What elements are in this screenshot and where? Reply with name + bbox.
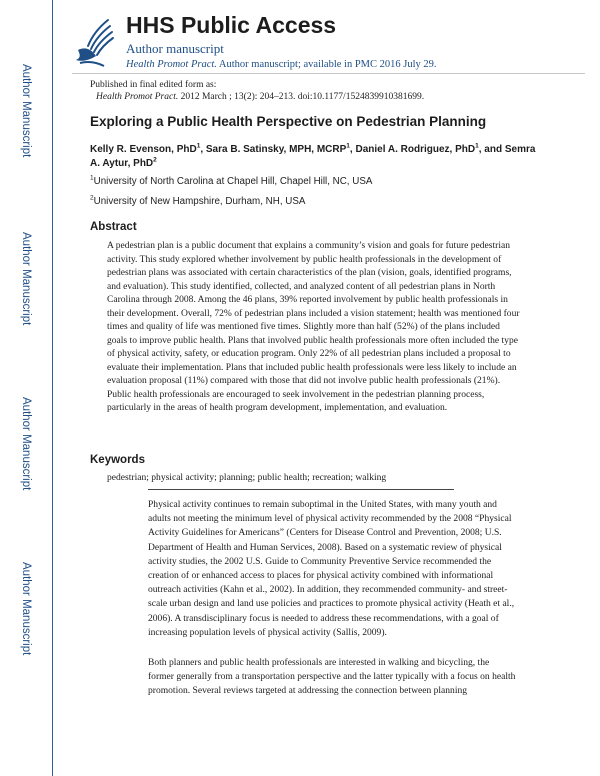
affiliation bbox=[90, 176, 570, 187]
affiliation-text: University of North Carolina at Chapel Hill, Chapel Hill, NC, USA bbox=[93, 176, 373, 187]
citation-details: 2012 March ; 13(2): 204–213. doi:10.1177/1524839910381699. bbox=[178, 92, 425, 102]
abstract-heading: Abstract bbox=[90, 221, 137, 233]
affiliation-text: University of New Hampshire, Durham, NH, USA bbox=[93, 196, 306, 207]
citation bbox=[90, 91, 424, 103]
hhs-eagle-logo bbox=[72, 16, 116, 68]
affiliation bbox=[90, 196, 570, 207]
citation-journal: Health Promot Pract. bbox=[96, 92, 179, 102]
affiliation-marker: 2 bbox=[153, 156, 157, 164]
header-rule bbox=[72, 73, 585, 74]
sidebar-label: Author Manuscript bbox=[20, 397, 32, 491]
section-rule bbox=[148, 489, 454, 490]
published-label: Published in final edited form as: bbox=[90, 80, 217, 90]
affiliation-marker: 1 bbox=[475, 142, 479, 150]
affiliation-number: 2 bbox=[90, 194, 94, 202]
availability-line bbox=[126, 59, 437, 70]
keywords-heading: Keywords bbox=[90, 454, 145, 466]
affiliation-number: 1 bbox=[90, 174, 94, 182]
sidebar-label: Author Manuscript bbox=[20, 562, 32, 656]
abstract-text: A pedestrian plan is a public document that explains a community’s vision and goals for future pedestrian activity. This study explored whether involvement by public health professionals in the development of pedestrian plans was associated with certain characteristics of the plan (vision, goals, identified programs, and evaluation). This study identified, collected, and analyzed content of all pedestrian plans in North Carolina through 2008. Among the 46 plans, 39% reported involvement by public health professionals in their development. Overall, 72% of pedestrian plans included a vision statement; health was mentioned four times and quality of life was mentioned five times. Slightly more than half (52%) of the plans included goals to improve public health. Plans that involved public health professionals more often included the type of physical activity, safety, or education program. Only 22% of all pedestrian plans included a proposal to evaluate their implementation. Plans that included public health professionals were less likely to include an evaluation proposal (11%) compared with those that did not involve public health professionals (21%). Public health professionals are encouraged to seek involvement in the pedestrian planning process, particularly in the areas of health program development, implementation, and evaluation. bbox=[107, 240, 520, 413]
sidebar-label: Author Manuscript bbox=[20, 64, 32, 158]
body-paragraph: Both planners and public health professionals are interested in walking and bicycling, the former generally from a transportation perspective and the latter typically with a focus on health promotion. Several reviews targeted at addressing the connection between planning bbox=[148, 657, 516, 697]
hhs-title: HHS Public Access bbox=[126, 12, 337, 38]
affiliation-marker: 1 bbox=[196, 142, 201, 150]
hhs-header bbox=[72, 10, 590, 70]
keywords-text: pedestrian; physical activity; planning; public health; recreation; walking bbox=[107, 472, 387, 483]
availability-text: Author manuscript; available in PMC 2016 July 29. bbox=[216, 59, 437, 70]
author: , Daniel A. Rodriguez, PhD bbox=[349, 144, 476, 155]
author-list bbox=[90, 143, 540, 171]
author: Kelly R. Evenson, PhD bbox=[90, 144, 197, 155]
body-paragraph: Physical activity continues to remain suboptimal in the United States, with many youth and adults not meeting the minimum level of physical activity recommended by the 2008 “Physical Activity Guidelines for Americans” (Centers for Disease Control and Prevention, 2008; U.S. Department of Health and Human Services, 2008). Based on a systematic review of physical activity studies, the 2002 U.S. Guide to Community Preventive Service recommended the creation of or enhanced access to places for physical activity combined with informational outreach activities (Kahn et al., 2002). In addition, they recommended community- and street-scale urban design and land use policies and practices to promote physical activity (Heath et al., 2006). A transdisciplinary focus is needed to address these recommendations, with a goal of increasing population levels of physical activity (Sallis, 2009). bbox=[148, 499, 515, 638]
sidebar-label: Author Manuscript bbox=[20, 232, 32, 326]
paper-title: Exploring a Public Health Perspective on Pedestrian Planning bbox=[90, 114, 487, 129]
publication-info bbox=[90, 79, 424, 103]
author-manuscript-label: Author manuscript bbox=[126, 41, 224, 56]
sidebar-divider bbox=[52, 0, 53, 776]
author: , Sara B. Satinsky, MPH, MCRP bbox=[200, 144, 347, 155]
author-manuscript-sidebar bbox=[0, 0, 46, 776]
affiliation-marker: 1 bbox=[346, 142, 350, 150]
journal-name: Health Promot Pract. bbox=[126, 59, 217, 70]
author: , and Semra A. Aytur, PhD bbox=[90, 144, 536, 169]
